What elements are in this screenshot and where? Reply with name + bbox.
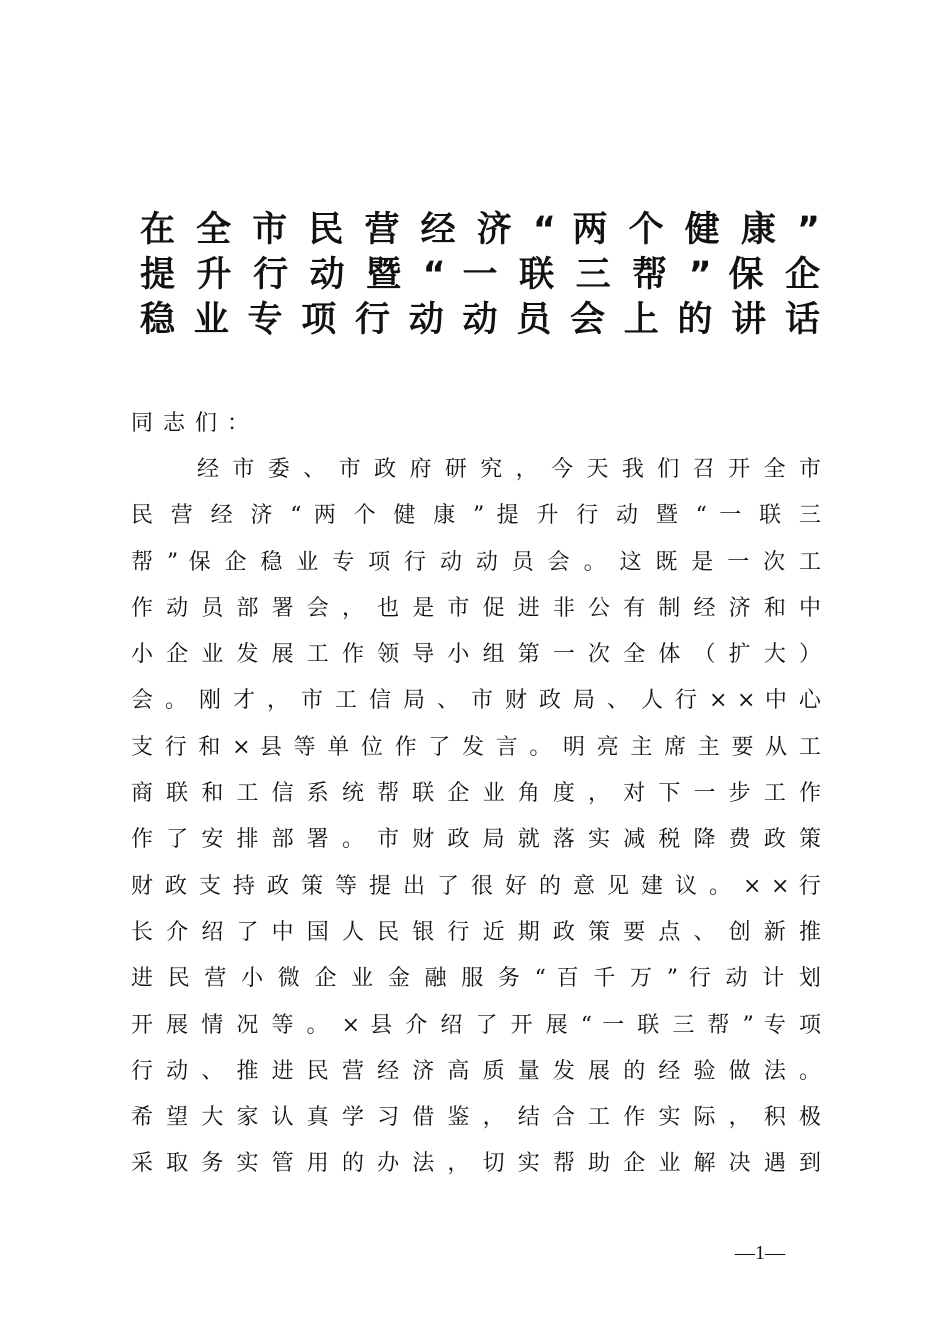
body-line: 作 了 安 排 部 署 。 市 财 政 局 就 落 实 减 税 降 费 政 策	[131, 827, 821, 853]
page-number: —1—	[735, 1242, 785, 1264]
body-paragraph	[131, 450, 821, 1191]
body-line: 作 动 员 部 署 会 ， 也 是 市 促 进 非 公 有 制 经 济 和 中	[131, 595, 821, 621]
title-line-1: 在 全 市 民 营 经 济 “ 两 个 健 康 ”	[140, 210, 821, 250]
body-line: 帮 ” 保 企 稳 业 专 项 行 动 动 员 会 。 这 既 是 一 次 工	[131, 549, 822, 575]
body-line: 长 介 绍 了 中 国 人 民 银 行 近 期 政 策 要 点 、 创 新 推	[131, 919, 821, 945]
body-line: 商 联 和 工 信 系 统 帮 联 企 业 角 度 ， 对 下 一 步 工 作	[131, 781, 821, 807]
body-line: 行 动 、 推 进 民 营 经 济 高 质 量 发 展 的 经 验 做 法 。	[131, 1058, 821, 1084]
body-line: 小 企 业 发 展 工 作 领 导 小 组 第 一 次 全 体 （ 扩 大 ）	[131, 642, 821, 668]
speech-title	[140, 208, 820, 343]
title-line-2: 提 升 行 动 暨 “ 一 联 三 帮 ” 保 企	[140, 255, 821, 295]
body-line: 经 市 委 、 市 政 府 研 究 ， 今 天 我 们 召 开 全 市	[197, 457, 821, 482]
salutation: 同志们：	[131, 411, 260, 436]
body-line: 支 行 和 × 县 等 单 位 作 了 发 言 。 明 亮 主 席 主 要 从 工	[131, 734, 821, 760]
title-line-3: 稳 业 专 项 行 动 动 员 会 上 的 讲 话	[140, 300, 821, 340]
body-line: 开 展 情 况 等 。 × 县 介 绍 了 开 展 “ 一 联 三 帮 ” 专 项	[131, 1012, 821, 1038]
body-line: 财 政 支 持 政 策 等 提 出 了 很 好 的 意 见 建 议 。 × × 行	[131, 873, 821, 899]
body-line: 会 。 刚 才 ， 市 工 信 局 、 市 财 政 局 、 人 行 × × 中 心	[131, 688, 821, 714]
body-line: 进 民 营 小 微 企 业 金 融 服 务 “ 百 千 万 ” 行 动 计 划	[131, 966, 821, 992]
body-line: 希 望 大 家 认 真 学 习 借 鉴 ， 结 合 工 作 实 际 ， 积 极	[131, 1105, 821, 1131]
body-line: 采 取 务 实 管 用 的 办 法 ， 切 实 帮 助 企 业 解 决 遇 到	[131, 1151, 821, 1177]
body-line: 民 营 经 济 “ 两 个 健 康 ” 提 升 行 动 暨 “ 一 联 三	[131, 503, 821, 529]
